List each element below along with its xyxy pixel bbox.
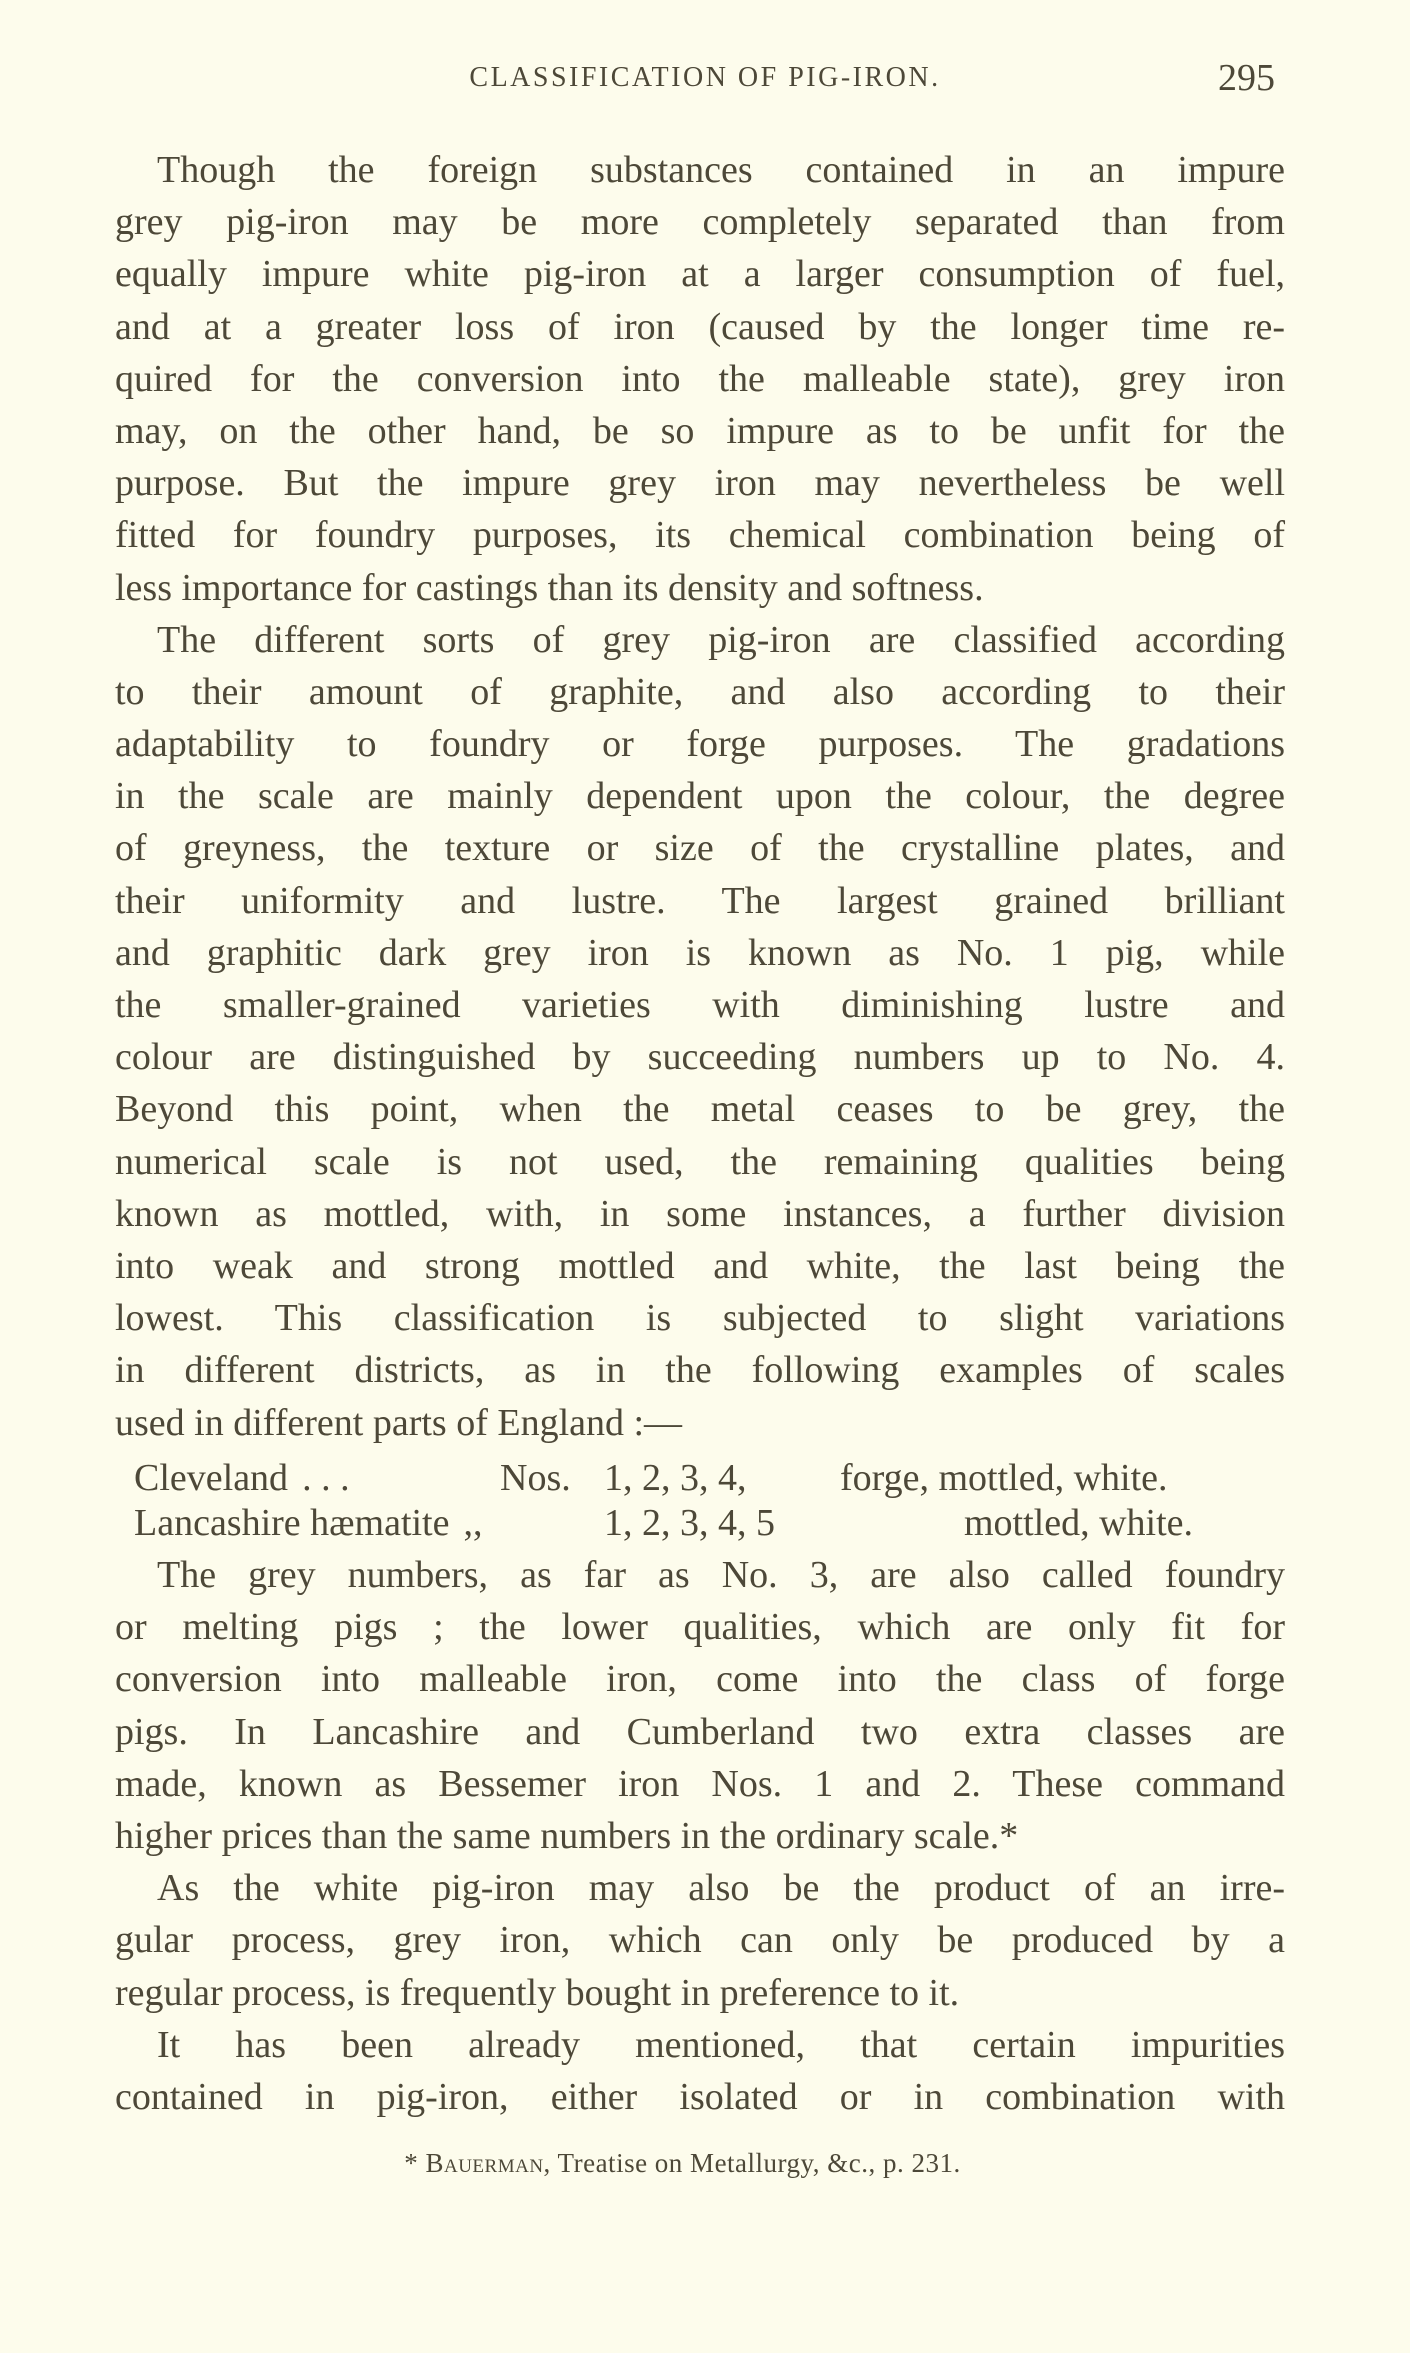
scale-row-cleveland-dots: . . . [302, 1457, 350, 1499]
text-line: used in different parts of England :— [115, 1401, 683, 1444]
footnote-author: Bauerman [425, 2148, 544, 2178]
text-line: Beyond this point, when the metal ceases to be grey, the [115, 1088, 1285, 1131]
scale-row-lancashire-others: mottled, white. [964, 1502, 1194, 1544]
text-line: lowest. This classification is subjected to slight variations [115, 1297, 1285, 1340]
scale-row-cleveland [134, 1456, 1168, 1500]
text-line: numerical scale is not used, the remaining qualities being [115, 1140, 1285, 1183]
scale-row-lancashire [134, 1501, 1193, 1545]
scale-row-cleveland-prefix: Nos. [500, 1457, 571, 1499]
text-line: in different districts, as in the following examples of scales [115, 1349, 1285, 1392]
text-line: It has been already mentioned, that certain impurities [157, 2023, 1285, 2066]
scale-row-lancashire-dots: ,, [463, 1502, 483, 1544]
text-line: in the scale are mainly dependent upon the colour, the degree [115, 775, 1285, 818]
text-line: conversion into malleable iron, come into the class of forge [115, 1658, 1285, 1701]
text-line: Though the foreign substances contained in an impure [157, 149, 1285, 191]
text-line: gular process, grey iron, which can only be produced by a [115, 1919, 1285, 1962]
text-line: fitted for foundry purposes, its chemical combination being of [115, 514, 1285, 557]
text-line: equally impure white pig-iron at a larger consumption of fuel, [115, 253, 1285, 296]
scale-row-lancashire-district-cell [134, 1501, 604, 1545]
text-block-2 [115, 1549, 1285, 2123]
running-header: CLASSIFICATION OF PIG-IRON. [469, 62, 941, 93]
footnote-marker: * [404, 2148, 419, 2178]
text-line: made, known as Bessemer iron Nos. 1 and 2. These command [115, 1762, 1285, 1805]
text-line: of greyness, the texture or size of the crystalline plates, and [115, 827, 1285, 870]
text-line: regular process, is frequently bought in preference to it. [115, 1971, 960, 2014]
scale-row-cleveland-district-cell [134, 1456, 500, 1500]
page-number: 295 [1218, 57, 1275, 99]
text-line: adaptability to foundry or forge purposes. The gradations [115, 723, 1285, 766]
text-line: may, on the other hand, be so impure as to be unfit for the [115, 409, 1285, 452]
scale-row-lancashire-district: Lancashire hæmatite [134, 1502, 450, 1544]
text-line: their uniformity and lustre. The largest grained brilliant [115, 879, 1285, 922]
text-line: As the white pig-iron may also be the product of an irre- [157, 1867, 1285, 1910]
scale-row-lancashire-numbers: 1, 2, 3, 4, 5 [604, 1502, 775, 1544]
text-line: purpose. But the impure grey iron may nevertheless be well [115, 462, 1285, 505]
text-line: pigs. In Lancashire and Cumberland two extra classes are [115, 1710, 1285, 1753]
scale-row-cleveland-others: forge, mottled, white. [840, 1457, 1168, 1499]
text-line: the smaller-grained varieties with diminishing lustre and [115, 984, 1285, 1026]
scale-row-cleveland-district: Cleveland [134, 1457, 289, 1499]
text-line: or melting pigs ; the lower qualities, which are only fit for [115, 1606, 1285, 1649]
footnote [0, 2148, 1365, 2179]
text-line: and at a greater loss of iron (caused by the longer time re- [115, 305, 1285, 348]
text-line: grey pig-iron may be more completely separated than from [115, 201, 1285, 244]
text-line: into weak and strong mottled and white, the last being the [115, 1244, 1285, 1287]
scale-row-cleveland-numbers: 1, 2, 3, 4, [604, 1457, 747, 1499]
text-line: quired for the conversion into the malleable state), grey iron [115, 357, 1285, 400]
text-line: The different sorts of grey pig-iron are classified according [157, 618, 1285, 661]
text-line: higher prices than the same numbers in the ordinary scale.* [115, 1814, 1019, 1857]
text-block-1 [115, 144, 1285, 1449]
text-line: to their amount of graphite, and also according to their [115, 670, 1285, 713]
footnote-text: , Treatise on Metallurgy, &c., p. 231. [543, 2148, 961, 2178]
text-line: The grey numbers, as far as No. 3, are also called foundry [157, 1554, 1285, 1596]
text-line: contained in pig-iron, either isolated or in combination with [115, 2075, 1285, 2118]
text-line: and graphitic dark grey iron is known as No. 1 pig, while [115, 931, 1285, 974]
text-line: colour are distinguished by succeeding numbers up to No. 4. [115, 1036, 1285, 1079]
text-line: less importance for castings than its density and softness. [115, 566, 984, 609]
text-line: known as mottled, with, in some instances, a further division [115, 1192, 1285, 1235]
